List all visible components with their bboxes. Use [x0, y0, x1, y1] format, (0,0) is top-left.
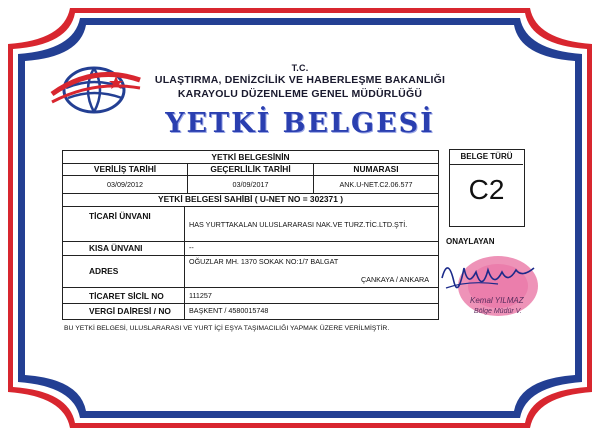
- permit-table: [62, 150, 439, 320]
- row-value-tax-office: BAŞKENT / 4580015748: [189, 306, 269, 315]
- footer-note: BU YETKİ BELGESİ, ULUSLARARASI VE YURT İÇİ EŞYA TAŞIMACILIĞI YAPMAK ÜZERE VERİLMİŞTİR.: [64, 325, 390, 332]
- stamp-title: Bölge Müdür V.: [474, 308, 522, 315]
- row-label-tax-office: VERGİ DAİRESİ / NO: [89, 306, 171, 316]
- header-ministry: ULAŞTIRMA, DENİZCİLİK VE HABERLEŞME BAKANLIĞI: [154, 74, 446, 86]
- row-value-registry-no: 111257: [189, 291, 212, 300]
- row-label-registry-no: TİCARET SİCİL NO: [89, 291, 164, 301]
- table-caption: YETKİ BELGESİNİN: [211, 152, 290, 162]
- document-type-badge: [449, 149, 525, 227]
- document-title: YETKİ BELGESİ: [165, 108, 435, 139]
- col-valid-date: GEÇERLİLİK TARİHİ: [210, 164, 291, 174]
- document-type-value: C2: [468, 174, 505, 205]
- row-label-trade-name: TİCARİ ÜNVANI: [89, 211, 151, 221]
- row-label-short-name: KISA ÜNVANI: [89, 243, 143, 253]
- approval-label: ONAYLAYAN: [446, 237, 495, 246]
- col-number: NUMARASI: [353, 164, 399, 174]
- issue-date-value: 03/09/2012: [107, 180, 143, 189]
- row-value-address-city: ÇANKAYA / ANKARA: [360, 275, 429, 284]
- document-type-label: BELGE TÜRÜ: [460, 152, 513, 161]
- row-value-short-name: --: [189, 243, 194, 252]
- official-stamp-icon: [438, 248, 546, 328]
- owner-heading: YETKİ BELGESİ SAHİBİ ( U-NET NO = 302371 ): [158, 194, 343, 204]
- row-value-trade-name: HAS YURTTAKALAN ULUSLARARASI NAK.VE TURZ.TİC.LTD.ŞTİ.: [189, 220, 408, 229]
- stamp-name: Kemal YILMAZ: [470, 296, 524, 305]
- valid-date-value: 03/09/2017: [232, 180, 269, 189]
- header-directorate: KARAYOLU DÜZENLEME GENEL MÜDÜRLÜĞÜ: [177, 88, 423, 100]
- row-label-address: ADRES: [89, 266, 119, 276]
- row-value-address: OĞUZLAR MH. 1370 SOKAK NO:1/7 BALGAT: [189, 257, 339, 266]
- header-tc: T.C.: [291, 63, 309, 73]
- col-issue-date: VERİLİŞ TARİHİ: [93, 164, 157, 174]
- permit-number-value: ANK.U-NET.C2.06.577: [339, 180, 413, 189]
